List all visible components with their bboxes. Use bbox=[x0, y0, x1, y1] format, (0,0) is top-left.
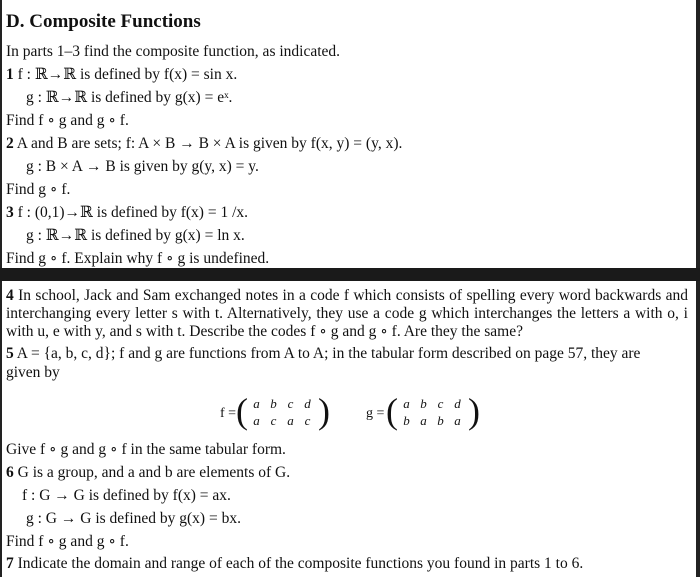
problem-3-line-3: Find g ∘ f. Explain why f ∘ g is undefined. bbox=[6, 250, 270, 267]
problem-number: 7 bbox=[6, 555, 14, 572]
matrix-cell: a bbox=[403, 396, 410, 411]
problem-7 bbox=[6, 555, 583, 573]
matrix-cell: a bbox=[287, 413, 294, 428]
g-top-row bbox=[398, 397, 466, 411]
f-top-row bbox=[248, 397, 316, 411]
problem-3-line-2: g : ℝ→ℝ is defined by g(x) = ln x. bbox=[26, 227, 245, 244]
matrix-cell: d bbox=[454, 396, 461, 411]
f-bottom-row bbox=[248, 414, 316, 428]
right-paren-icon: ) bbox=[468, 391, 480, 431]
matrix-cell: b bbox=[403, 413, 410, 428]
left-paren-icon: ( bbox=[386, 391, 398, 431]
problem-text: f : (0,1)→ℝ is defined by f(x) = 1 /x. bbox=[17, 204, 249, 221]
matrix-cell: a bbox=[253, 396, 260, 411]
f-matrix bbox=[220, 391, 350, 435]
matrix-cell: c bbox=[287, 396, 294, 411]
problem-6-line-2: f : G → G is defined by f(x) = ax. bbox=[22, 487, 231, 504]
matrix-cell: a bbox=[420, 413, 427, 428]
matrix-cell: a bbox=[454, 413, 461, 428]
problem-2-line-1 bbox=[6, 135, 402, 153]
problem-number: 3 bbox=[6, 204, 14, 221]
matrix-cell: c bbox=[304, 413, 311, 428]
problem-text: A = {a, b, c, d}; f and g are functions from A to A; in the tabular form described on page 57, they are bbox=[16, 345, 641, 362]
intro-text: In parts 1–3 find the composite function, as indicated. bbox=[6, 43, 341, 60]
problem-1-line-3: Find f ∘ g and g ∘ f. bbox=[6, 112, 129, 129]
f-label: f = bbox=[220, 406, 237, 421]
matrix-cell: b bbox=[437, 413, 444, 428]
problem-number: 6 bbox=[6, 464, 14, 481]
problem-text: G is a group, and a and b are elements of G. bbox=[17, 464, 291, 481]
section-divider bbox=[0, 268, 700, 281]
problem-text: A and B are sets; f: A × B → B × A is given by f(x, y) = (y, x). bbox=[16, 135, 403, 152]
problem-2-line-2: g : B × A → B is given by g(y, x) = y. bbox=[26, 158, 259, 175]
matrix-cell: b bbox=[420, 396, 427, 411]
matrix-cell: c bbox=[437, 396, 444, 411]
problem-number: 1 bbox=[6, 66, 14, 83]
right-paren-icon: ) bbox=[318, 391, 330, 431]
problem-3-line-1 bbox=[6, 204, 248, 222]
problem-number: 5 bbox=[6, 345, 14, 362]
problem-text: In school, Jack and Sam exchanged notes in a code f which consists of spelling every word backwards and interchanging every letter s with t. Alternatively, they use a code g which interchanges the letters a with o, i with u, e with y, and s with t. Describe the codes f ∘ g and g ∘ f. Are they the same? bbox=[6, 287, 689, 340]
matrix-cell: a bbox=[253, 413, 260, 428]
left-paren-icon: ( bbox=[236, 391, 248, 431]
problem-5-after: Give f ∘ g and g ∘ f in the same tabular form. bbox=[6, 441, 286, 458]
g-matrix bbox=[366, 391, 496, 435]
problem-2-line-3: Find g ∘ f. bbox=[6, 181, 71, 198]
g-label: g = bbox=[366, 406, 385, 421]
problem-5-line-1 bbox=[6, 345, 640, 363]
problem-6-line-1 bbox=[6, 464, 290, 482]
problem-text: f : ℝ→ℝ is defined by f(x) = sin x. bbox=[17, 66, 238, 83]
g-bottom-row bbox=[398, 414, 466, 428]
problem-6-line-4: Find f ∘ g and g ∘ f. bbox=[6, 533, 129, 550]
matrix-cell: b bbox=[270, 396, 277, 411]
matrix-cell: d bbox=[304, 396, 311, 411]
section-title: D. Composite Functions bbox=[6, 11, 201, 32]
problem-number: 2 bbox=[6, 135, 14, 152]
problem-text: Indicate the domain and range of each of the composite functions you found in parts 1 to 6. bbox=[17, 555, 584, 572]
matrix-cell: c bbox=[270, 413, 277, 428]
problem-5-line-2: given by bbox=[6, 364, 60, 381]
problem-1-line-2: g : ℝ→ℝ is defined by g(x) = eˣ. bbox=[26, 89, 233, 106]
problem-1-line-1 bbox=[6, 66, 237, 84]
problem-6-line-3: g : G → G is defined by g(x) = bx. bbox=[26, 510, 241, 527]
problem-4 bbox=[6, 287, 688, 341]
problem-number: 4 bbox=[6, 287, 14, 304]
